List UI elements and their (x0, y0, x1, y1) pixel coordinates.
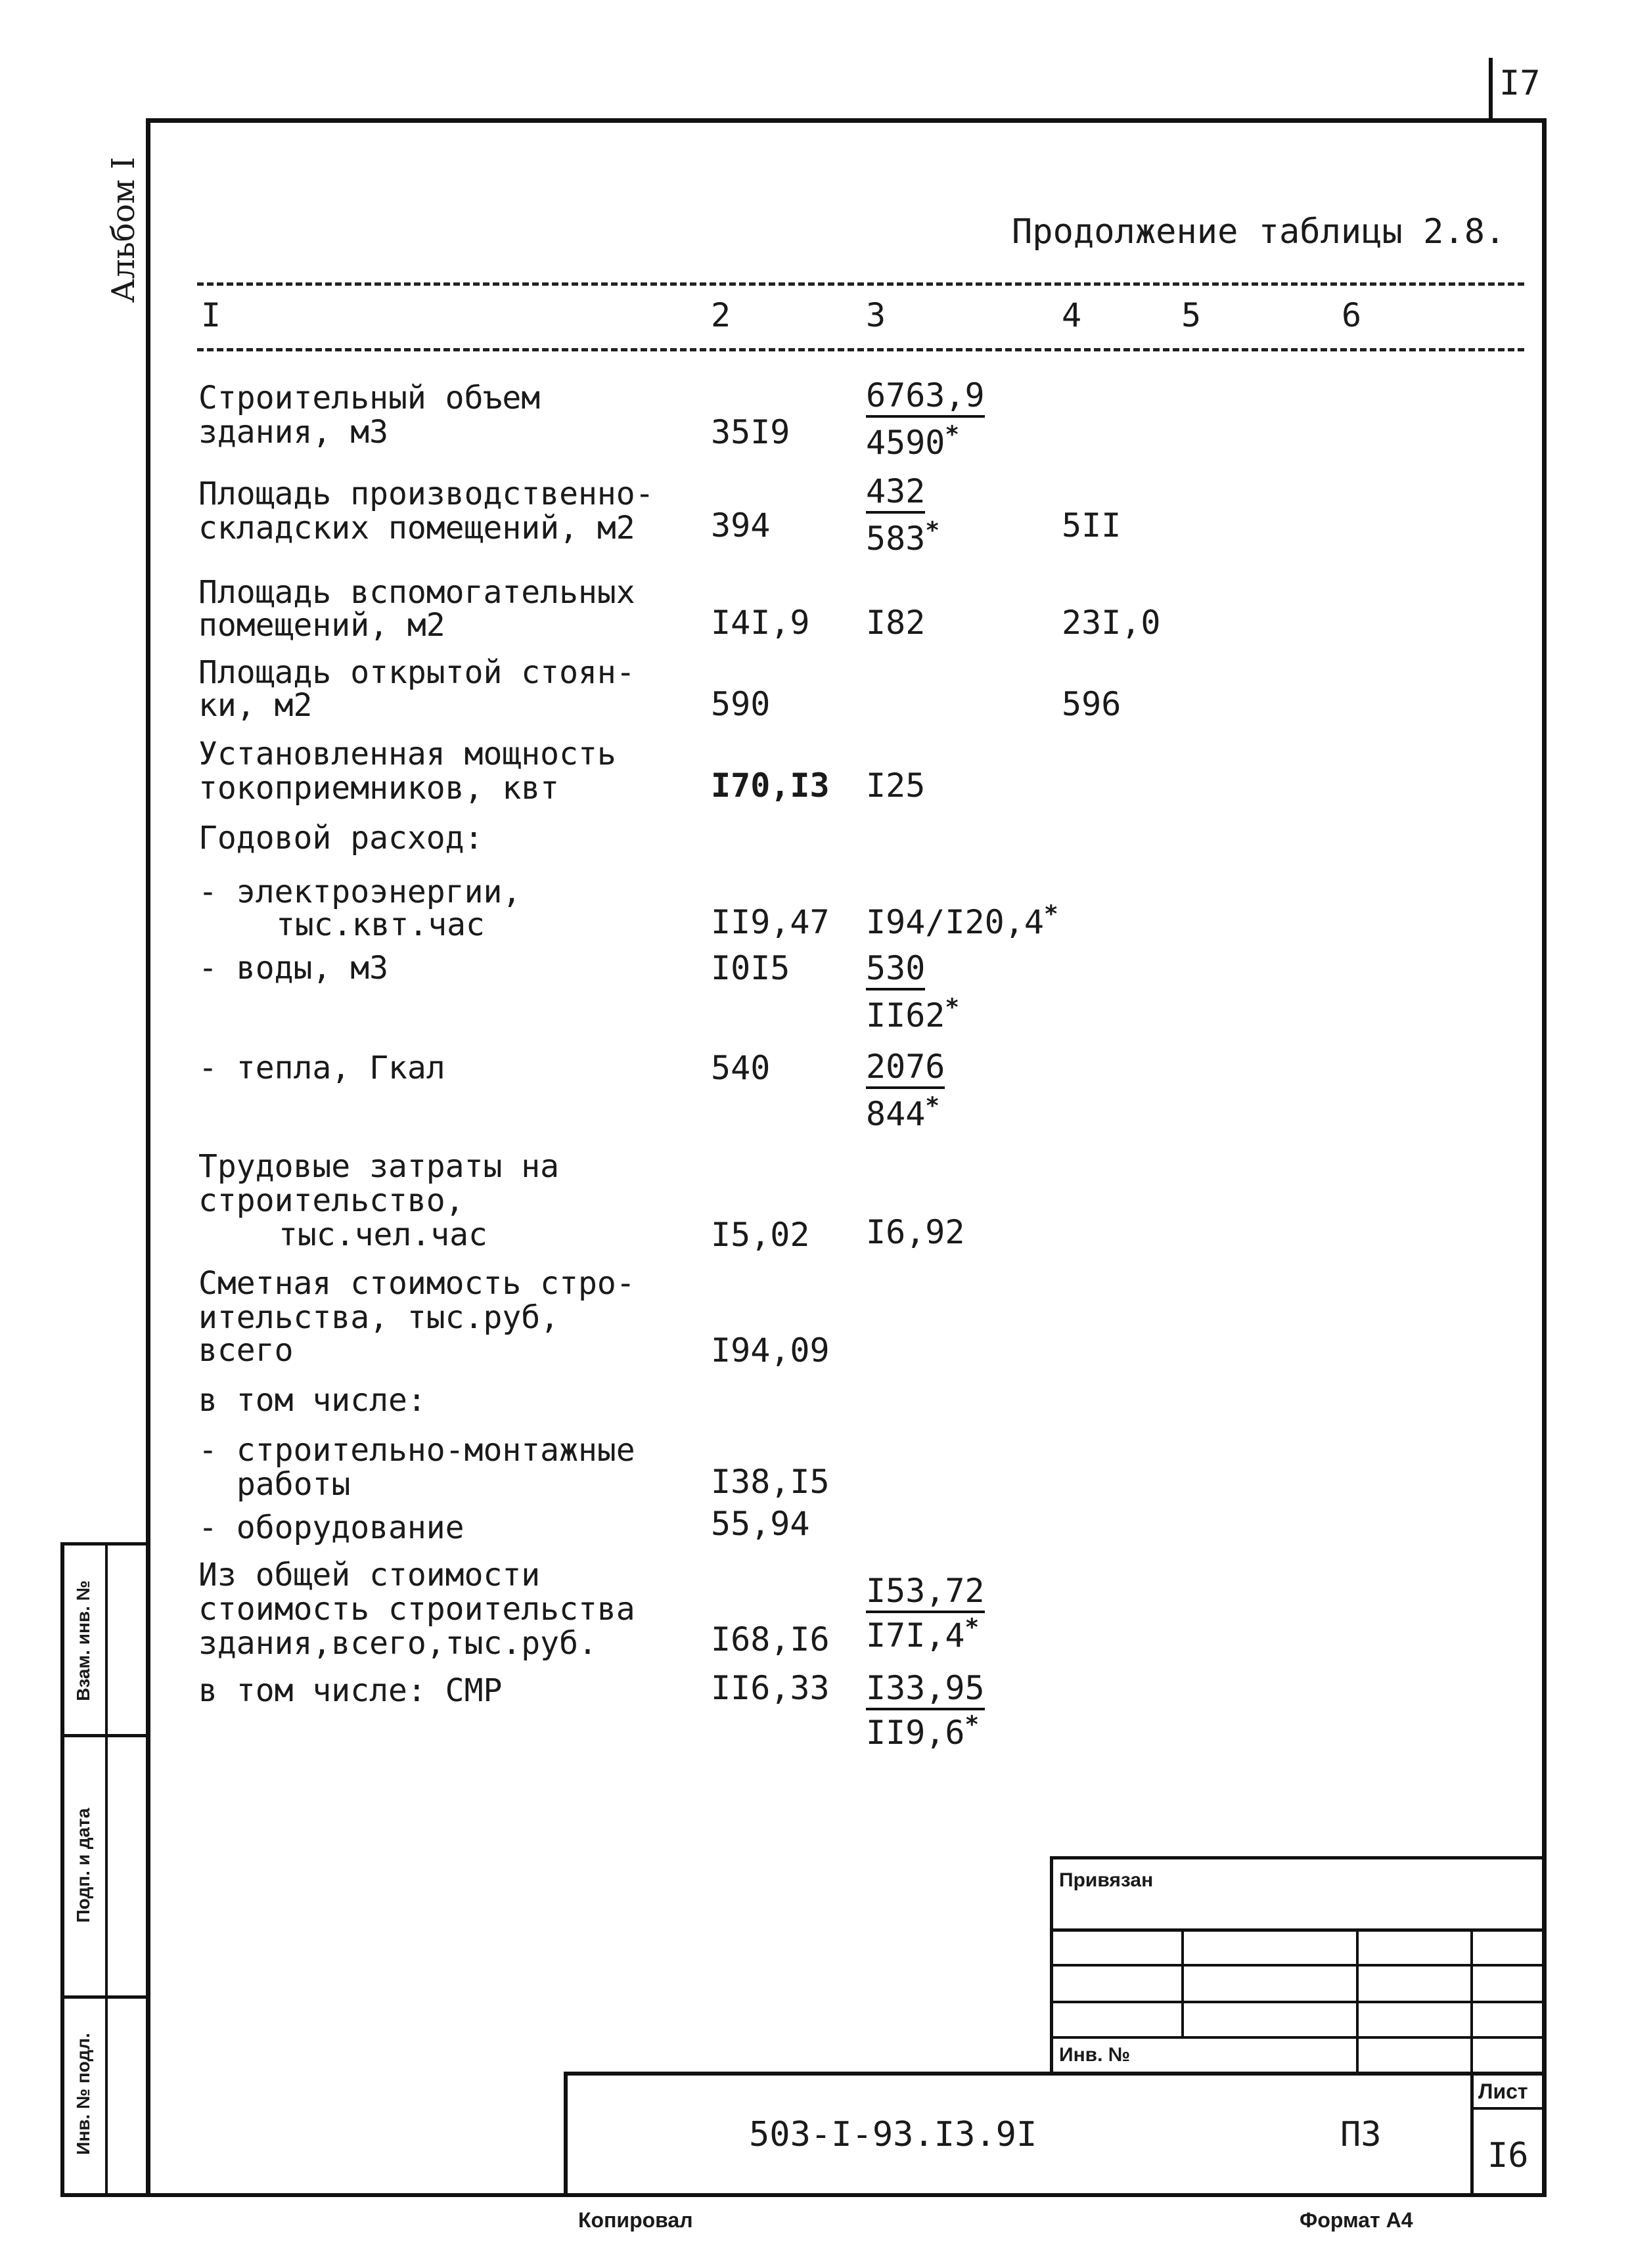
col-header-5: 5 (1181, 296, 1202, 334)
stamp-inv-label: Инв. № (1059, 2044, 1131, 2066)
row-label-line: - воды, м3 (198, 950, 388, 987)
stamp-line (564, 2072, 568, 2197)
row-label-line: Из общей стоимости (198, 1557, 541, 1593)
stamp-line (1470, 2072, 1474, 2197)
row-label-line: - оборудование (198, 1509, 464, 1546)
row-label-line: стоимость строительства (198, 1591, 635, 1628)
row-label-line: Трудовые затраты на (198, 1148, 560, 1185)
strip-label-sign-date: Подп. и дата (73, 1808, 93, 1923)
col-header-3: 3 (866, 296, 886, 334)
cell-col3-top: 432 (866, 473, 925, 514)
cell-col4: 5II (1062, 506, 1121, 545)
row-label-line: - строительно-монтажные (198, 1432, 635, 1469)
album-label: Альбом I (105, 156, 142, 303)
stamp-line (1050, 1856, 1547, 1859)
col-header-4: 4 (1062, 296, 1082, 334)
sheet-number: I6 (1487, 2136, 1529, 2175)
row-label-line: работы (237, 1466, 351, 1503)
cell-col2: I38,I5 (711, 1463, 830, 1501)
strip-line (60, 1542, 64, 2197)
cell-col4: 23I,0 (1062, 604, 1161, 642)
row-label-line: - электроэнергии, (198, 874, 522, 910)
cell-col2: I68,I6 (711, 1620, 830, 1658)
footer-format: Формат А4 (1300, 2208, 1413, 2232)
row-label-line: Сметная стоимость стро- (198, 1265, 635, 1302)
row-label-line: Площадь вспомогательных (198, 574, 635, 611)
row-label-line: ки, м2 (198, 687, 313, 724)
cell-col2: II6,33 (711, 1669, 830, 1707)
cell-col2: 590 (711, 685, 771, 723)
cell-col2: I4I,9 (711, 604, 810, 642)
row-label-line: - тепла, Гкал (198, 1050, 445, 1086)
cell-col3-top: 6763,9 (866, 377, 985, 418)
cell-col3: I25 (866, 767, 926, 805)
cell-col3-bottom: 4590* (866, 421, 960, 462)
corner-page-number: I7 (1499, 64, 1541, 103)
row-label-line: в том числе: СМР (198, 1672, 503, 1709)
cell-col3-top: 2076 (866, 1048, 945, 1089)
cell-col2: I5,02 (711, 1216, 810, 1254)
row-label-line: здания, м3 (198, 414, 388, 451)
stamp-line (1356, 1928, 1359, 2072)
cell-col3: I6,92 (866, 1213, 965, 1251)
row-label-line: помещений, м2 (198, 607, 445, 644)
row-label-line: всего (198, 1332, 294, 1369)
strip-line (60, 2193, 148, 2197)
cell-col2: I70,I3 (711, 767, 830, 805)
cell-col3-bottom: 844* (866, 1092, 940, 1133)
row-label-line: строительство, (198, 1182, 464, 1219)
row-label-line: здания,всего,тыс.руб. (198, 1625, 597, 1662)
cell-col3: I94/I20,4* (866, 901, 1058, 941)
cell-col3: I82 (866, 604, 926, 642)
cell-col2: II9,47 (711, 903, 830, 941)
cell-col2: 540 (711, 1049, 771, 1087)
col-header-2: 2 (711, 296, 731, 334)
section-code: ПЗ (1340, 2115, 1382, 2154)
row-label-line: Строительный объем (198, 380, 541, 416)
strip-line (60, 1542, 148, 1545)
row-label-line: Площадь открытой стоян- (198, 654, 635, 691)
cell-col3-bottom: 583* (866, 517, 940, 558)
strip-line (105, 1542, 108, 2197)
cell-col2: 55,94 (711, 1505, 810, 1543)
row-label-line: тыс.чел.час (279, 1216, 487, 1253)
row-label-line: Установленная мощность (198, 736, 616, 772)
stamp-line (1181, 1928, 1184, 2036)
stamp-bound-label: Привязан (1059, 1869, 1154, 1891)
header-rule-top (197, 282, 1524, 286)
stamp-line (564, 2072, 1547, 2076)
row-label-line: тыс.квт.час (276, 906, 485, 943)
col-header-1: I (201, 296, 221, 334)
cell-col3-bottom: I7I,4* (866, 1614, 980, 1655)
cell-col3-top: I33,95 (866, 1670, 985, 1710)
row-label-line: ительства, тыс.руб, (198, 1299, 560, 1336)
table-caption: Продолжение таблицы 2.8. (1012, 212, 1506, 252)
cell-col3-top: I53,72 (866, 1572, 985, 1613)
strip-label-replace-inv: Взам. инв. № (73, 1580, 93, 1701)
stamp-line (1470, 1928, 1473, 2072)
footer-copied: Копировал (578, 2208, 693, 2232)
cell-col3-bottom: II9,6* (866, 1711, 980, 1752)
corner-divider (1489, 58, 1493, 118)
cell-col3-top: 530 (866, 950, 925, 990)
sheet-label: Лист (1478, 2079, 1528, 2103)
document-code: 503-I-93.I3.9I (749, 2115, 1037, 2154)
col-header-6: 6 (1342, 296, 1362, 334)
cell-col2: I94,09 (711, 1331, 830, 1369)
row-label-line: в том числе: (198, 1382, 426, 1419)
stamp-line (1470, 2107, 1547, 2110)
cell-col4: 596 (1062, 685, 1121, 723)
strip-label-inv-orig: Инв. № подл. (73, 2033, 93, 2155)
cell-col2: 394 (711, 506, 771, 545)
row-label-line: складских помещений, м2 (198, 510, 635, 546)
cell-col2: 35I9 (711, 413, 790, 451)
cell-col3-bottom: II62* (866, 994, 960, 1034)
cell-col2: I0I5 (711, 949, 790, 987)
row-label-line: Площадь производственно- (198, 476, 654, 512)
header-rule-bottom (197, 348, 1524, 351)
row-label-line: Годовой расход: (198, 820, 484, 856)
row-label-line: токоприемников, квт (198, 770, 560, 807)
